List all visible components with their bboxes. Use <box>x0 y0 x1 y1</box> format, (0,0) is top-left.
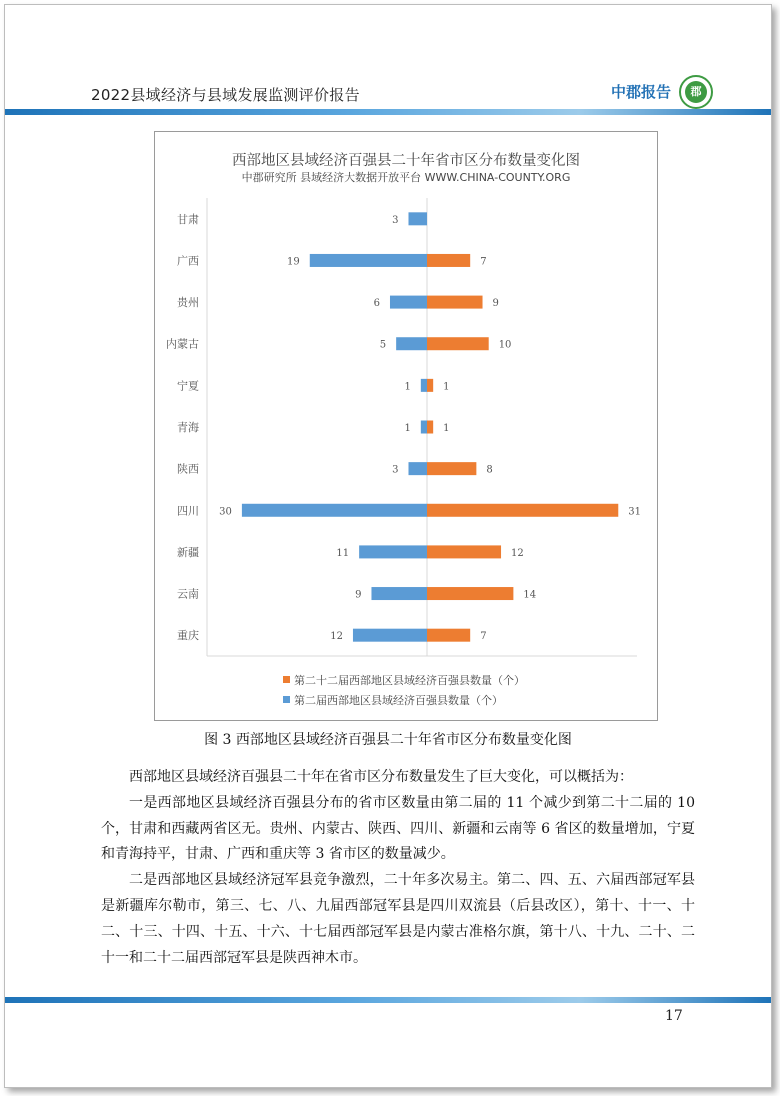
bar-latest <box>427 296 483 309</box>
chart-container <box>154 131 658 721</box>
category-label: 四川 <box>177 504 199 518</box>
data-label-earliest: 6 <box>373 298 380 310</box>
data-label-latest: 7 <box>480 631 487 643</box>
category-label: 新疆 <box>177 545 199 559</box>
bar-latest <box>427 337 489 350</box>
bar-latest <box>427 421 433 434</box>
data-label-latest: 7 <box>480 256 487 268</box>
paragraph: 西部地区县域经济百强县二十年在省市区分布数量发生了巨大变化，可以概括为： <box>129 769 633 785</box>
bar-earliest <box>359 545 427 558</box>
bar-earliest <box>242 504 427 517</box>
legend-swatch-earliest <box>283 696 290 703</box>
legend-item-latest <box>283 672 525 688</box>
data-label-earliest: 3 <box>392 214 399 226</box>
category-label: 宁夏 <box>177 379 199 393</box>
bar-earliest <box>371 587 427 600</box>
data-label-earliest: 30 <box>219 506 232 518</box>
data-label-latest: 8 <box>486 464 493 476</box>
bar-earliest <box>408 462 427 475</box>
legend-swatch-latest <box>283 676 290 683</box>
body-text <box>101 765 695 971</box>
paragraph: 一是西部地区县域经济百强县分布的省市区数量由第二届的 11 个减少到第二十二届的 10 个，甘肃和西藏两省区无。贵州、内蒙古、陕西、四川、新疆和云南等 6 省区的数量增加，宁夏和青海持平，甘肃、广西和重庆等 3 省市区的数量减少。 <box>101 794 695 863</box>
data-label-latest: 1 <box>443 423 450 434</box>
bar-latest <box>427 462 476 475</box>
category-label: 青海 <box>177 421 199 434</box>
header-rule <box>5 109 771 115</box>
bar-earliest <box>310 254 427 267</box>
data-label-earliest: 1 <box>404 423 411 434</box>
category-label: 陕西 <box>177 462 199 476</box>
bar-latest <box>427 254 470 267</box>
data-label-earliest: 9 <box>355 589 362 601</box>
bar-latest <box>427 545 501 558</box>
bar-latest <box>427 379 433 392</box>
data-label-earliest: 19 <box>287 256 300 268</box>
category-label: 甘肃 <box>177 212 199 226</box>
data-label-earliest: 11 <box>336 547 350 559</box>
bar-latest <box>427 587 513 600</box>
bar-earliest <box>396 337 427 350</box>
category-label: 重庆 <box>177 629 199 643</box>
legend-label-earliest: 第二届西部地区县域经济百强县数量（个） <box>294 694 503 707</box>
bar-latest <box>427 629 470 642</box>
category-label: 广西 <box>177 254 199 268</box>
data-label-earliest: 3 <box>392 464 399 476</box>
logo-character: 郡 <box>685 81 707 103</box>
category-label: 云南 <box>177 587 199 601</box>
footer-rule <box>5 997 771 1003</box>
bar-chart <box>155 132 657 720</box>
chart-subtitle: 中郡研究所 县域经济大数据开放平台 WWW.CHINA-COUNTY.ORG <box>241 171 571 184</box>
legend-item-earliest <box>283 692 503 708</box>
category-label: 内蒙古 <box>166 337 199 351</box>
data-label-latest: 9 <box>492 298 499 310</box>
category-label: 贵州 <box>177 296 199 310</box>
page-number: 17 <box>665 1008 683 1024</box>
data-label-latest: 1 <box>443 381 450 393</box>
bar-earliest <box>408 212 427 225</box>
brand-logo-icon <box>679 75 713 109</box>
data-label-latest: 10 <box>498 339 512 351</box>
bar-earliest <box>421 421 427 434</box>
legend-label-latest: 第二十二届西部地区县域经济百强县数量（个） <box>294 674 525 687</box>
document-page <box>4 4 772 1088</box>
brand-name: 中郡报告 <box>611 83 672 101</box>
figure-caption: 图 3 西部地区县域经济百强县二十年省市区分布数量变化图 <box>204 732 572 748</box>
paragraph: 二是西部地区县域经济冠军县竞争激烈，二十年多次易主。第二、四、五、六届西部冠军县是新疆库尔勒市，第三、七、八、九届西部冠军县是四川双流县（后县改区），第十、十一、十二、十三、十四、十五、十六、十七届西部冠军县是内蒙古准格尔旗，第十八、十九、二十、二十一和二十二届西部冠军县是陕西神木市。 <box>101 872 695 966</box>
data-label-latest: 14 <box>523 589 537 601</box>
bar-earliest <box>421 379 427 392</box>
bar-earliest <box>353 629 427 642</box>
data-label-latest: 31 <box>628 506 642 518</box>
data-label-earliest: 1 <box>404 381 411 393</box>
data-label-latest: 12 <box>511 547 524 559</box>
chart-title: 西部地区县域经济百强县二十年省市区分布数量变化图 <box>232 153 580 169</box>
bar-earliest <box>390 296 427 309</box>
report-header-title: 2022县域经济与县域发展监测评价报告 <box>91 86 360 104</box>
data-label-earliest: 5 <box>379 339 387 351</box>
bar-latest <box>427 504 618 517</box>
data-label-earliest: 12 <box>330 631 343 643</box>
